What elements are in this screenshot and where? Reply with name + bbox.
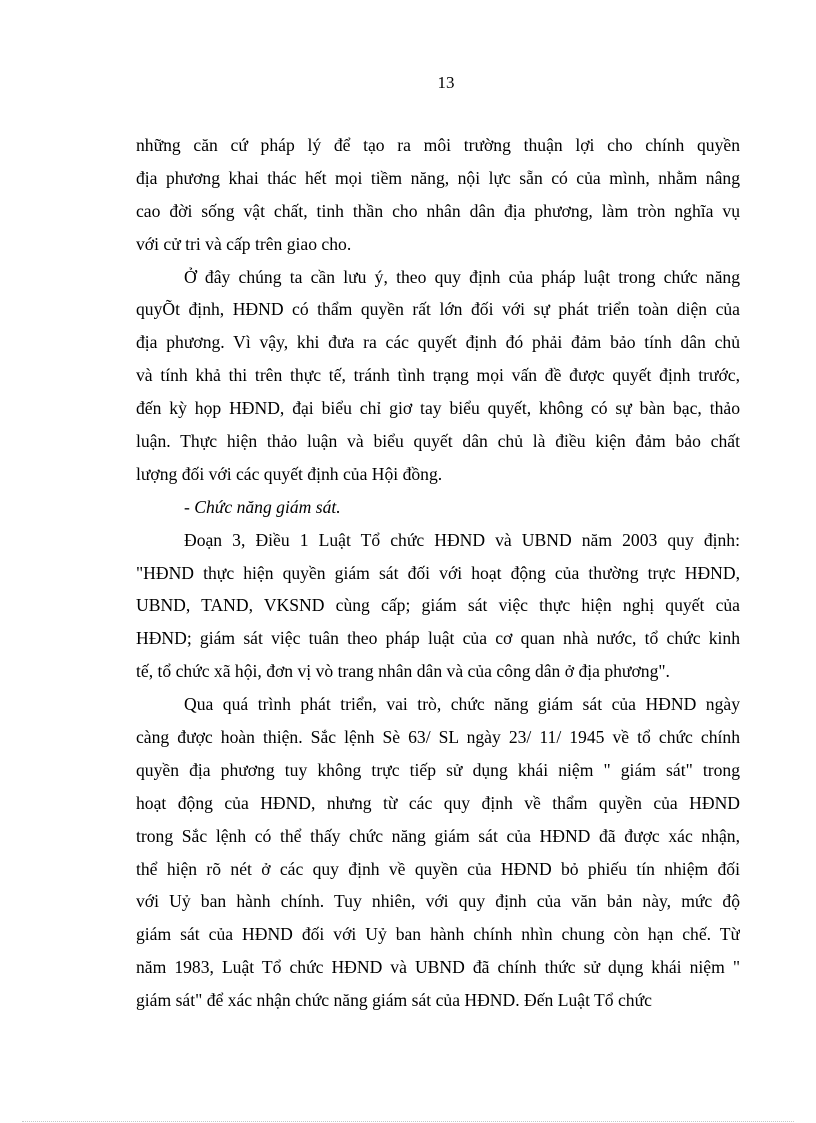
section-heading [136,491,740,524]
text-line: và tính khả thi trên thực tế, tránh tình trạng mọi vấn đề được quyết định trước, [136,365,740,386]
section-heading-text: - Chức năng giám sát. [184,496,341,517]
text-line: UBND, TAND, VKSND cùng cấp; giám sát việc thực hiện nghị quyết của [136,595,740,616]
text-line: tế, tổ chức xã hội, đơn vị vò trang nhân dân và của công dân ở địa phương". [136,661,670,682]
text-line: lượng đối với các quyết định của Hội đồng. [136,463,443,484]
text-line: quyÕt định, HĐND có thẩm quyền rất lớn đối với sự phát triển toàn diện của [136,299,740,320]
text-line: càng được hoàn thiện. Sắc lệnh Sè 63/ SL ngày 23/ 11/ 1945 về tổ chức chính [136,727,740,748]
text-line: luận. Thực hiện thảo luận và biểu quyết dân chủ là điều kiện đảm bảo chất [136,431,740,452]
text-line: HĐND; giám sát việc tuân theo pháp luật của cơ quan nhà nước, tổ chức kinh [136,628,740,649]
text-line: "HĐND thực hiện quyền giám sát đối với hoạt động của thường trực HĐND, [136,562,740,583]
text-line: đến kỳ họp HĐND, đại biểu chỉ giơ tay biểu quyết, không có sự bàn bạc, thảo [136,398,740,419]
text-line: địa phương khai thác hết mọi tiềm năng, nội lực sẵn có của mình, nhằm nâng [136,167,740,188]
text-line: hoạt động của HĐND, nhưng từ các quy định về thẩm quyền của HĐND [136,792,740,813]
text-line: Đoạn 3, Điều 1 Luật Tổ chức HĐND và UBND năm 2003 quy định: [184,529,740,550]
text-line: giám sát của HĐND đối với Uỷ ban hành chính nhìn chung còn hạn chế. Từ [136,924,740,945]
paragraph-2 [136,261,740,491]
page-bottom-divider [22,1121,794,1122]
page-number: 13 [437,73,455,92]
text-line: những căn cứ pháp lý để tạo ra môi trường thuận lợi cho chính quyền [136,135,740,155]
text-line: địa phương. Vì vậy, khi đưa ra các quyết định đó phải đảm bảo tính dân chủ [136,332,740,353]
text-line: Ở đây chúng ta cần lưu ý, theo quy định của pháp luật trong chức năng [184,266,740,287]
text-line: năm 1983, Luật Tổ chức HĐND và UBND đã chính thức sử dụng khái niệm " [136,957,740,978]
text-line: với cử tri và cấp trên giao cho. [136,233,352,254]
paragraph-4 [136,688,740,1017]
text-line: giám sát" để xác nhận chức năng giám sát của HĐND. Đến Luật Tổ chức [136,990,652,1011]
text-line: thể hiện rõ nét ở các quy định về quyền của HĐND bỏ phiếu tín nhiệm đối [136,858,740,879]
text-line: với Uỷ ban hành chính. Tuy nhiên, với quy định của văn bản này, mức độ [136,891,740,912]
text-line: quyền địa phương tuy không trực tiếp sử dụng khái niệm " giám sát" trong [136,759,740,780]
text-line: cao đời sống vật chất, tinh thần cho nhân dân địa phương, làm tròn nghĩa vụ [136,200,740,221]
text-line: trong Sắc lệnh có thể thấy chức năng giám sát của HĐND đã được xác nhận, [136,825,740,846]
paragraph-3 [136,524,740,688]
paragraph-1 [136,129,740,261]
text-line: Qua quá trình phát triển, vai trò, chức năng giám sát của HĐND ngày [184,694,740,715]
document-body [136,129,740,1017]
